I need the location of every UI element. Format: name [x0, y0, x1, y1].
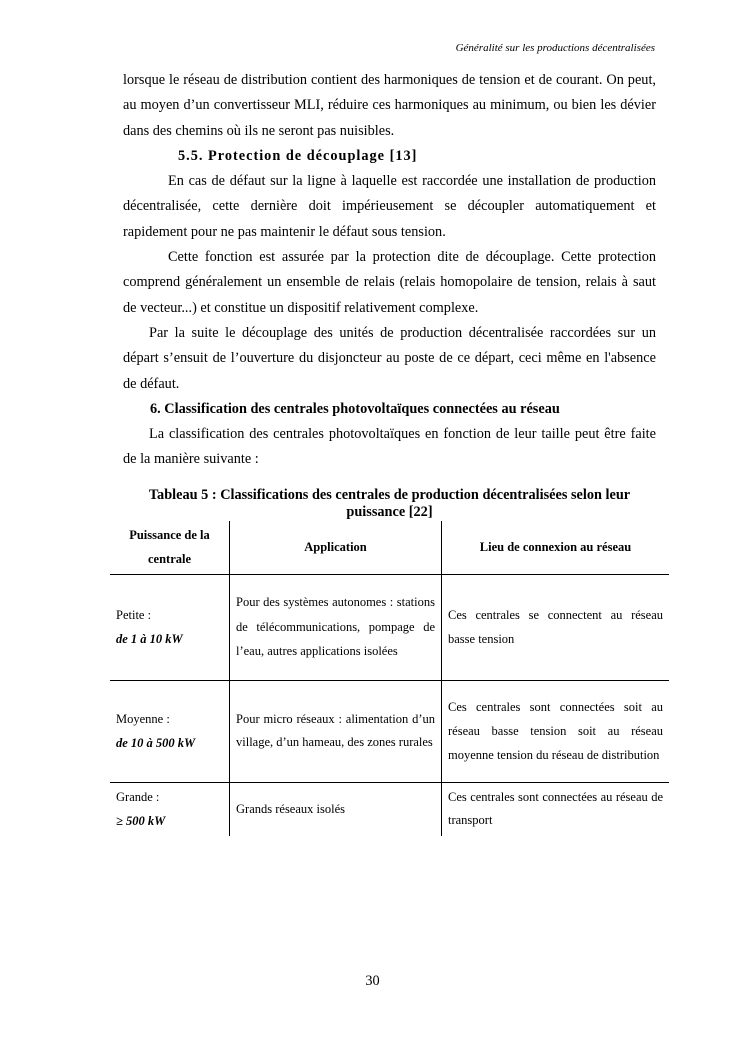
section-heading-6: 6. Classification des centrales photovoltaïques connectées au réseau — [150, 400, 560, 417]
size-range: de 10 à 500 kW — [116, 736, 196, 750]
header-connection: Lieu de connexion au réseau — [442, 521, 670, 574]
connection-cell: Ces centrales sont connectées au réseau de transport — [442, 782, 670, 836]
application-cell: Grands réseaux isolés — [230, 782, 442, 836]
section-heading-5-5: 5.5. Protection de découplage [13] — [178, 147, 418, 164]
paragraph: Cette fonction est assurée par la protection dite de découplage. Cette protection comprend généralement un ensemble de relais (relais homopolaire de tension, relais à saut de vecteur...) et constitue un dispositif relativement complexe. — [123, 249, 656, 316]
size-name: Grande : — [116, 790, 160, 805]
running-header: Généralité sur les productions décentralisées — [455, 42, 655, 54]
connection-cell: Ces centrales sont connectées soit au réseau basse tension soit au réseau moyenne tension du réseau de distribution — [442, 680, 670, 782]
page-number: 30 — [365, 973, 380, 989]
table-header-row — [110, 521, 669, 574]
size-name: Petite : — [116, 608, 152, 622]
paragraph: En cas de défaut sur la ligne à laquelle est raccordée une installation de production décentralisée, cette dernière doit impérieusement se découpler automatiquement et rapidement pour ne pas maintenir le défaut sous tension. — [123, 173, 656, 240]
size-range: de 1 à 10 kW — [116, 632, 183, 646]
connection-cell: Ces centrales se connectent au réseau basse tension — [442, 574, 670, 680]
paragraph: Par la suite le découplage des unités de production décentralisée raccordées sur un départ s’ensuit de l’ouverture du disjoncteur au poste de ce départ, ceci même en l'absence de défaut. — [123, 324, 656, 392]
header-application: Application — [230, 521, 442, 574]
power-cell — [110, 782, 230, 836]
table-row — [110, 574, 669, 680]
power-cell — [110, 680, 230, 782]
paragraph: La classification des centrales photovoltaïques en fonction de leur taille peut être faite de la manière suivante : — [123, 426, 656, 468]
application-cell: Pour des systèmes autonomes : stations de télécommunications, pompage de l’eau, autres applications isolées — [230, 574, 442, 680]
table-row — [110, 680, 669, 782]
power-cell — [110, 574, 230, 680]
paragraph: lorsque le réseau de distribution contient des harmoniques de tension et de courant. On peut, au moyen d’un convertisseur MLI, réduire ces harmoniques au minimum, ou bien les dévier dans des chemins où ils ne seront pas nuisibles. — [123, 72, 656, 139]
application-cell: Pour micro réseaux : alimentation d’un village, d’un hameau, des zones rurales — [230, 680, 442, 782]
size-range: ≥ 500 kW — [116, 814, 166, 829]
header-power: Puissance de la centrale — [110, 521, 230, 574]
body-text — [123, 68, 656, 473]
table-caption: Tableau 5 : Classifications des centrales de production décentralisées selon leur puissance [22] — [148, 487, 631, 520]
classification-table — [110, 521, 669, 836]
size-name: Moyenne : — [116, 712, 170, 726]
table-row — [110, 782, 669, 836]
